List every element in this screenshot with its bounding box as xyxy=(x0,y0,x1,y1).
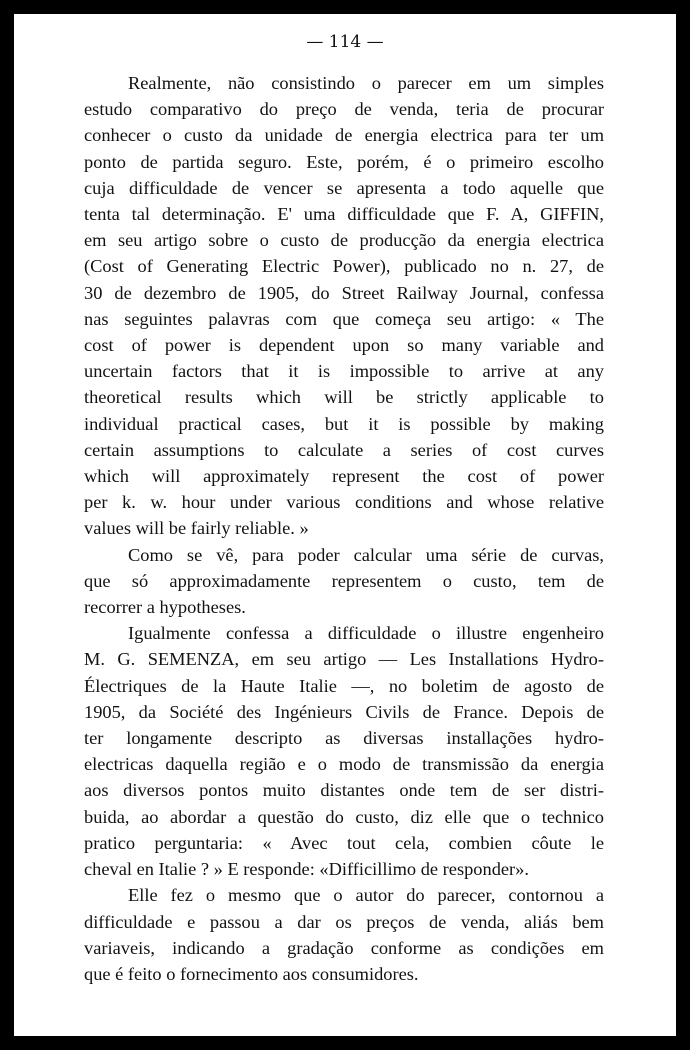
text-line: em seu artigo sobre o custo de producção da energia electrica xyxy=(84,230,604,251)
text-line: electricas daquella região e o modo de transmissão da energia xyxy=(84,754,604,775)
text-line: ter longamente descripto as diversas installações hydro- xyxy=(84,728,604,749)
text-line: conhecer o custo da unidade de energia electrica para ter um xyxy=(84,125,604,146)
text-line: nas seguintes palavras com que começa seu artigo: « The xyxy=(84,308,604,329)
paragraph xyxy=(84,882,604,987)
text-line: variaveis, indicando a gradação conforme as condições em xyxy=(84,937,604,958)
text-line: difficuldade e passou a dar os preços de venda, aliás bem xyxy=(84,911,604,932)
text-line: tenta tal determinação. E' uma difficuldade que F. A, GIFFIN, xyxy=(84,204,604,225)
text-line: cost of power is dependent upon so many variable and xyxy=(84,335,604,356)
text-line: individual practical cases, but it is possible by making xyxy=(84,413,604,434)
text-line: values will be fairly reliable. » xyxy=(84,518,309,539)
text-line: 1905, da Société des Ingénieurs Civils de France. Depois de xyxy=(84,701,604,722)
text-line: aos diversos pontos muito distantes onde tem de ser distri- xyxy=(84,780,604,801)
text-line: Igualmente confessa a difficuldade o illustre engenheiro xyxy=(128,623,604,644)
text-line: certain assumptions to calculate a series of cost curves xyxy=(84,439,604,460)
text-line: theoretical results which will be strictly applicable to xyxy=(84,387,604,408)
text-line: Électriques de la Haute Italie —, no boletim de agosto de xyxy=(84,675,604,696)
text-line: Como se vê, para poder calcular uma série de curvas, xyxy=(128,544,604,565)
text-line: which will approximately represent the cost of power xyxy=(84,466,604,487)
text-line: uncertain factors that it is impossible to arrive at any xyxy=(84,361,604,382)
text-line: (Cost of Generating Electric Power), publicado no n. 27, de xyxy=(84,256,604,277)
text-line: 30 de dezembro de 1905, do Street Railway Journal, confessa xyxy=(84,282,604,303)
page-body xyxy=(84,70,604,987)
text-line: M. G. SEMENZA, em seu artigo — Les Installations Hydro- xyxy=(84,649,604,670)
text-line: per k. w. hour under various conditions and whose relative xyxy=(84,492,604,513)
paragraph xyxy=(84,70,604,542)
text-line: pratico perguntaria: « Avec tout cela, combien côute le xyxy=(84,832,604,853)
text-line: estudo comparativo do preço de venda, teria de procurar xyxy=(84,99,604,120)
paragraph xyxy=(84,542,604,621)
text-line: recorrer a hypotheses. xyxy=(84,597,246,618)
text-line: cheval en Italie ? » E responde: «Difficillimo de responder». xyxy=(84,859,529,880)
text-line: que é feito o fornecimento aos consumidores. xyxy=(84,963,419,984)
text-line: Realmente, não consistindo o parecer em um simples xyxy=(128,73,604,93)
text-line: buida, ao abordar a questão do custo, diz elle que o technico xyxy=(84,806,604,827)
text-line: ponto de partida seguro. Este, porém, é o primeiro escolho xyxy=(84,151,604,172)
text-line: cuja difficuldade de vencer se apresenta a todo aquelle que xyxy=(84,177,604,198)
page-sheet xyxy=(14,14,676,1036)
text-line: Elle fez o mesmo que o autor do parecer, contornou a xyxy=(128,885,604,906)
paragraph xyxy=(84,620,604,882)
page-number: — 114 — xyxy=(306,32,384,52)
text-line: que só approximadamente representem o custo, tem de xyxy=(84,570,604,591)
